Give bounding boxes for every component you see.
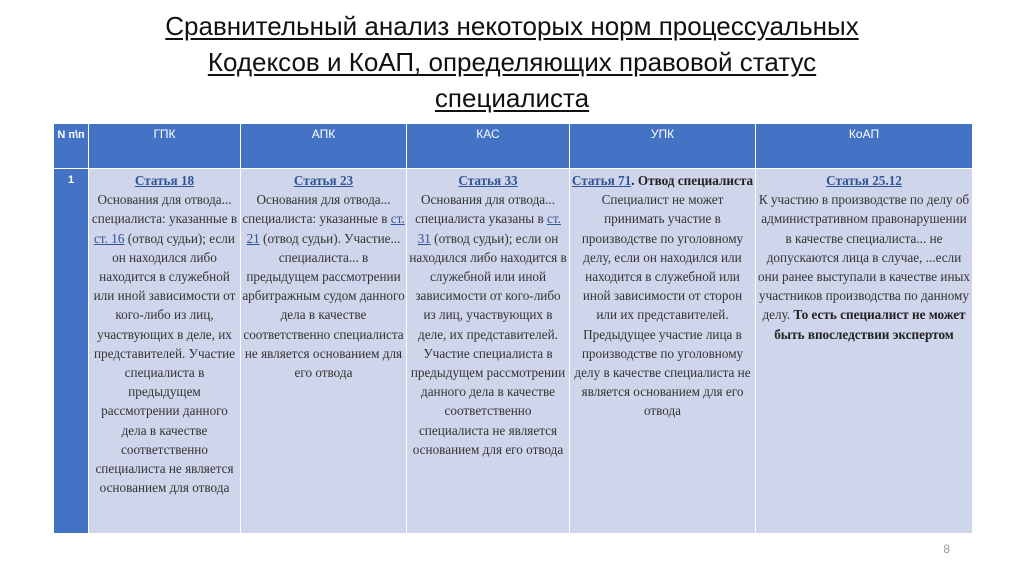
title-line-1: Сравнительный анализ некоторых норм процессуальных <box>165 11 859 41</box>
cell-kas-text-after: (отвод судьи); если он находился либо находится в служебной или иной зависимости от кого-либо из лиц, участвующих в деле, их представителей. Участие специалиста в предыдущем рассмотрении данного дела в качестве соответственно специалиста не является основанием для его отвода <box>409 230 567 457</box>
row-number: 1 <box>54 169 89 534</box>
title-line-3: специалиста <box>434 83 590 113</box>
cell-gpk <box>89 169 241 534</box>
cell-apk-text-after: (отвод судьи). Участие... специалиста... в предыдущем рассмотрении арбитражным судом данного дела в качестве соответственно специалиста не является основанием для его отвода <box>242 230 405 381</box>
header-upk: УПК <box>570 124 756 169</box>
cell-apk-text-before: Основания для отвода... специалиста: указанные в <box>242 192 391 227</box>
header-gpk: ГПК <box>89 124 241 169</box>
slide-title <box>0 8 1024 116</box>
header-koap: КоАП <box>756 124 973 169</box>
article-link-upk[interactable]: Статья 71 <box>571 173 632 188</box>
cell-gpk-text-after: (отвод судьи); если он находился либо находится в служебной или иной зависимости от кого-либо из лиц, участвующих в деле, их представителей. Участие специалиста в предыдущем рассмотрении данного дела в качестве соответственно специалиста не является основанием для отвода <box>93 230 236 496</box>
article-title-upk: . Отвод специалиста <box>631 173 754 188</box>
cell-apk <box>241 169 407 534</box>
page-number: 8 <box>943 542 950 556</box>
table-row <box>54 169 973 534</box>
cell-koap-text: К участию в производстве по делу об административном правонарушении в качестве специалиста... не допускаются лица в случае, ...если они ранее выступали в качестве иных участников производства по данному делу. <box>758 192 970 323</box>
header-num: N п\п <box>54 124 89 169</box>
cell-gpk-text-before: Основания для отвода... специалиста: указанные в <box>91 192 238 227</box>
cell-kas-text-before: Основания для отвода... специалиста указаны в <box>415 192 556 227</box>
comparison-table <box>53 123 973 534</box>
article-link-koap[interactable]: Статья 25.12 <box>826 173 902 188</box>
cell-koap-bold-text: То есть специалист не может быть впоследствии экспертом <box>774 307 966 342</box>
header-apk: АПК <box>241 124 407 169</box>
cell-kas <box>407 169 570 534</box>
article-link-gpk[interactable]: Статья 18 <box>134 173 195 188</box>
table-header-row <box>54 124 973 169</box>
ref-link-kas[interactable]: ст. 31 <box>417 211 561 246</box>
cell-upk <box>570 169 756 534</box>
cell-upk-text: Специалист не может принимать участие в производстве по уголовному делу, если он находился или находится в служебной или иной зависимости от сторон или их представителей. Предыдущее участие лица в производстве по уголовному делу в качестве специалиста не является основанием для его отвода <box>574 192 751 419</box>
article-link-kas[interactable]: Статья 33 <box>458 173 518 188</box>
cell-koap <box>756 169 973 534</box>
ref-link-apk[interactable]: ст. 21 <box>246 211 405 246</box>
header-kas: КАС <box>407 124 570 169</box>
title-line-2: Кодексов и КоАП, определяющих правовой статус <box>207 47 817 77</box>
article-link-apk[interactable]: Статья 23 <box>293 173 354 188</box>
ref-link-gpk[interactable]: ст. 16 <box>94 230 125 246</box>
